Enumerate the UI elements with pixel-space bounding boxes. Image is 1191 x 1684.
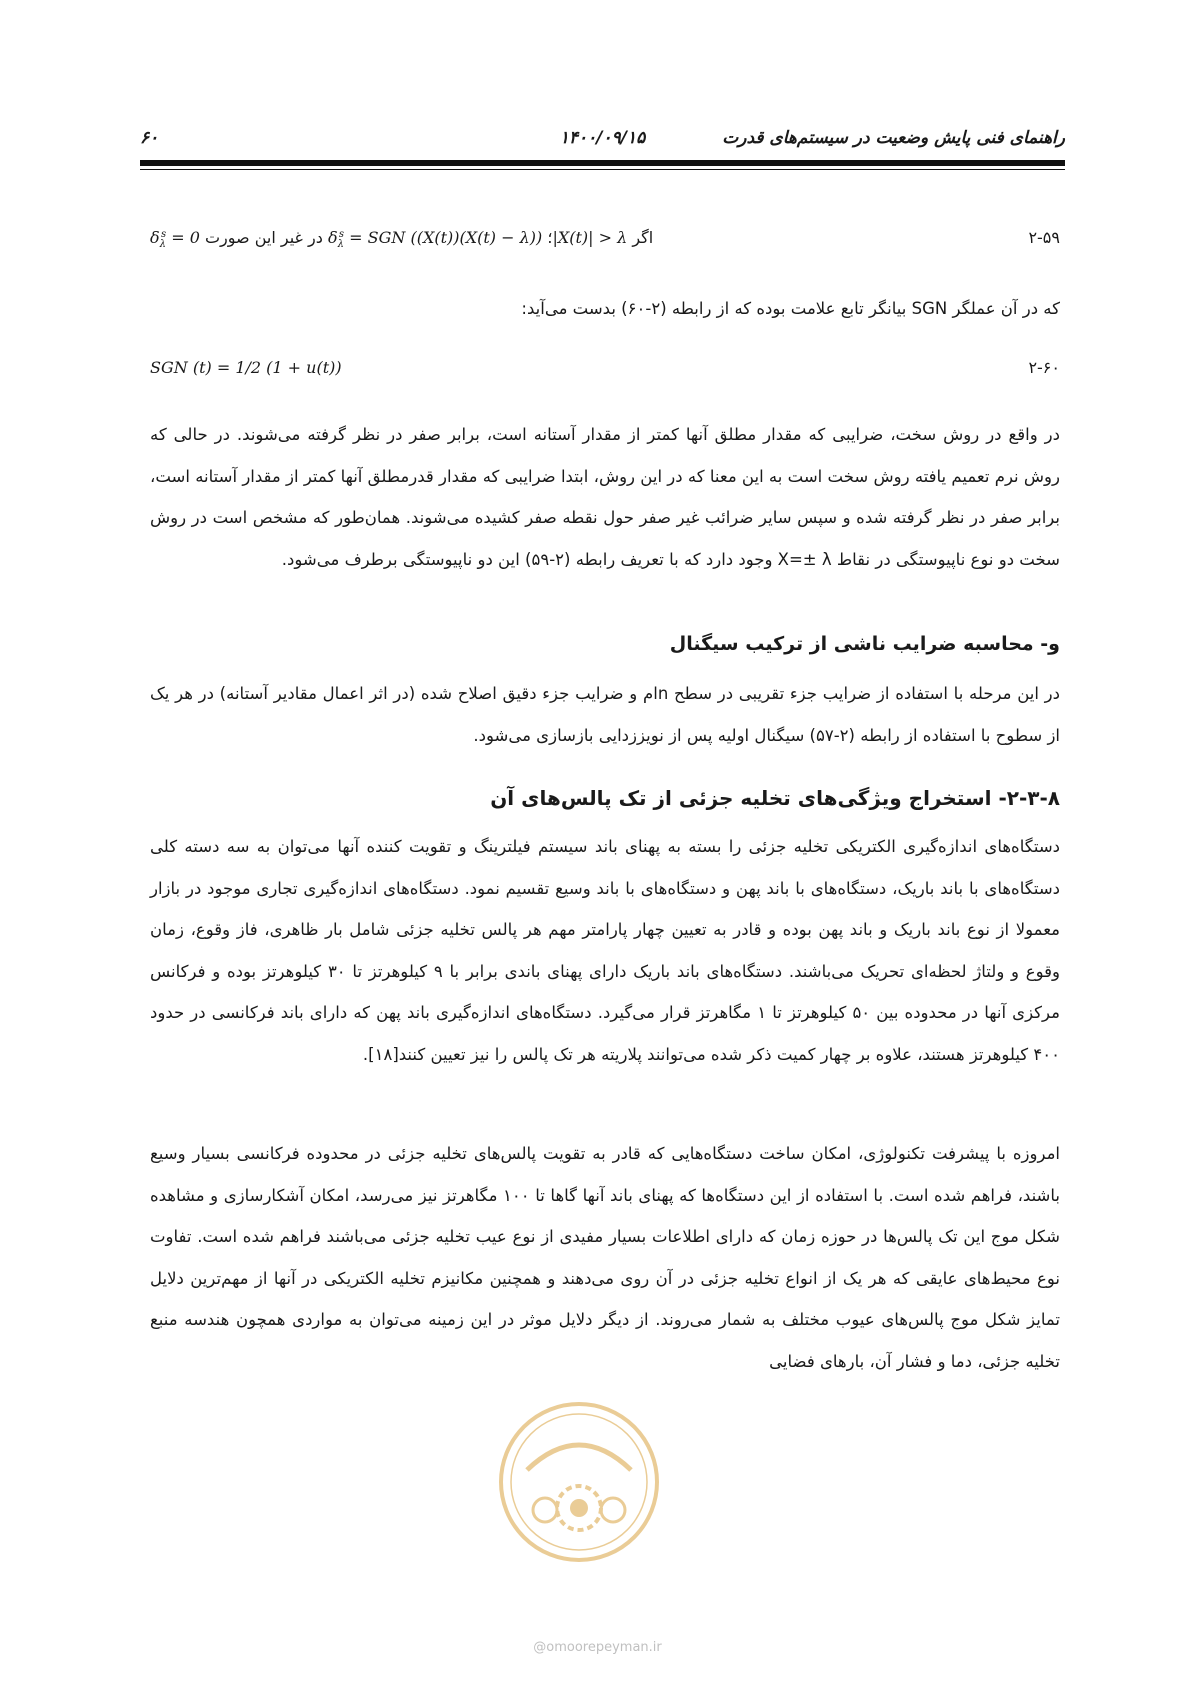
header-date: ۱۴۰۰/۰۹/۱۵ bbox=[559, 128, 646, 148]
paragraph-modern-devices: امروزه با پیشرفت تکنولوژی، امکان ساخت دستگاه‌هایی که قادر به تقویت پالس‌های تخلیه جزئی در محدوده فرکانسی بسیار وسیع باشند، فراهم شده است. با استفاده از این دستگاه‌ها که پهنای باند آنها گاها تا ۱۰۰ مگاهرتز نیز می‌رسد، امکان آشکارسازی و مشاهده شکل موج این تک پالس‌ها در حوزه زمان که دارای اطلاعات بسیار مفیدی از نوع عیب تخلیه جزئی می‌باشند فراهم شده است. تفاوت نوع محیط‌های عایقی که هر یک از انواع تخلیه جزئی در آن روی می‌دهند و همچنین مکانیزم تخلیه الکتریکی در آنها از مهم‌ترین دلایل تمایز شکل موج پالس‌های عیوب مختلف به شمار می‌روند. از دیگر دلایل موثر در این زمینه می‌توان به مواردی همچون هندسه منبع تخلیه جزئی، دما و فشار آن، بارهای فضایی bbox=[150, 1144, 1060, 1371]
header-rule-thick bbox=[140, 160, 1065, 166]
paragraph-hard-threshold: در واقع در روش سخت، ضرایبی که مقدار مطلق آنها کمتر از مقدار آستانه است، برابر صفر در نظر گرفته می‌شوند. در حالی که روش نرم تعمیم یافته روش سخت است به این معنا که در این روش، ابتدا ضرایبی که مقدار قدرمطلق آنها کمتر از مقدار آستانه است، برابر صفر در نظر گرفته شده و سپس سایر ضرائب غیر صفر حول نقطه صفر کشیده می‌شوند. همان‌طور که مشخص است در روش سخت دو نوع ناپیوستگی در نقاط X=± λ وجود دارد که با تعریف رابطه (۲-۵۹) این دو ناپیوستگی برطرف می‌شود. bbox=[150, 425, 1060, 569]
header-rule-thin bbox=[140, 169, 1065, 170]
equation-body: $\delta_\lambda^s = 0$ در غیر این صورت $\delta_\lambda^s$ = SGN ((X(t))(X(t) − λ)) ؛|X(t)| > λ اگر bbox=[150, 228, 654, 251]
page-header bbox=[140, 128, 1065, 154]
equation-2-59 bbox=[150, 228, 1060, 256]
subheading-signal-combination: و- محاسبه ضرایب ناشی از ترکیب سیگنال bbox=[669, 633, 1060, 655]
header-title: راهنمای فنی پایش وضعیت در سیستم‌های قدرت bbox=[722, 128, 1065, 148]
equation-number: ۲-۶۰ bbox=[1028, 358, 1060, 377]
equation-number: ۲-۵۹ bbox=[1028, 228, 1060, 247]
paragraph-reconstruction: در این مرحله با استفاده از ضرایب جزء تقریبی در سطح nام و ضرایب جزء دقیق اصلاح شده (در اثر اعمال مقادیر آستانه) در هر یک از سطوح با استفاده از رابطه (۲-۵۷) سیگنال اولیه پس از نویززدایی بازسازی می‌شود. bbox=[150, 684, 1061, 745]
equation-body: SGN (t) = 1/2 (1 + u(t)) bbox=[150, 358, 342, 377]
condition-word: اگر bbox=[632, 228, 654, 247]
equation-2-60 bbox=[150, 358, 1060, 386]
watermark-url: @omoorepeyman.ir bbox=[533, 1640, 662, 1655]
paragraph-measurement-devices: دستگاه‌های اندازه‌گیری الکتریکی تخلیه جزئی را بسته به پهنای باند سیستم فیلترینگ و تقویت کننده آنها می‌توان به سه دسته کلی دستگاه‌های با باند باریک، دستگاه‌های با باند پهن و دستگاه‌های با باند وسیع تقسیم نمود. دستگاه‌های اندازه‌گیری تجاری موجود در بازار معمولا از نوع باند باریک و باند پهن بوده و قادر به تعیین چهار پارامتر مهم هر پالس تخلیه جزئی شامل بار ظاهری، فاز وقوع، زمان وقوع و ولتاژ لحظه‌ای تحریک می‌باشند. دستگاه‌های باند باریک دارای پهنای باندی برابر با ۹ کیلوهرتز تا ۳۰ کیلوهرتز بوده و فرکانس مرکزی آنها در محدوده بین ۵۰ کیلوهرتز تا ۱ مگاهرتز قرار می‌گیرد. دستگاه‌های اندازه‌گیری باند پهن که دارای باند فرکانسی در حدود ۴۰۰ کیلوهرتز هستند، علاوه بر چهار کمیت ذکر شده می‌توانند پلاریته هر تک پالس را نیز تعیین کنند[۱۸]. bbox=[150, 837, 1060, 1064]
paragraph-sgn: که در آن عملگر SGN بیانگر تابع علامت بوده که از رابطه (۲-۶۰) بدست می‌آید: bbox=[521, 299, 1060, 318]
page-number: ۶۰ bbox=[140, 128, 159, 148]
section-heading: ۲-۳-۸- استخراج ویژگی‌های تخلیه جزئی از تک پالس‌های آن bbox=[490, 786, 1060, 810]
watermark-logo bbox=[497, 1400, 661, 1564]
